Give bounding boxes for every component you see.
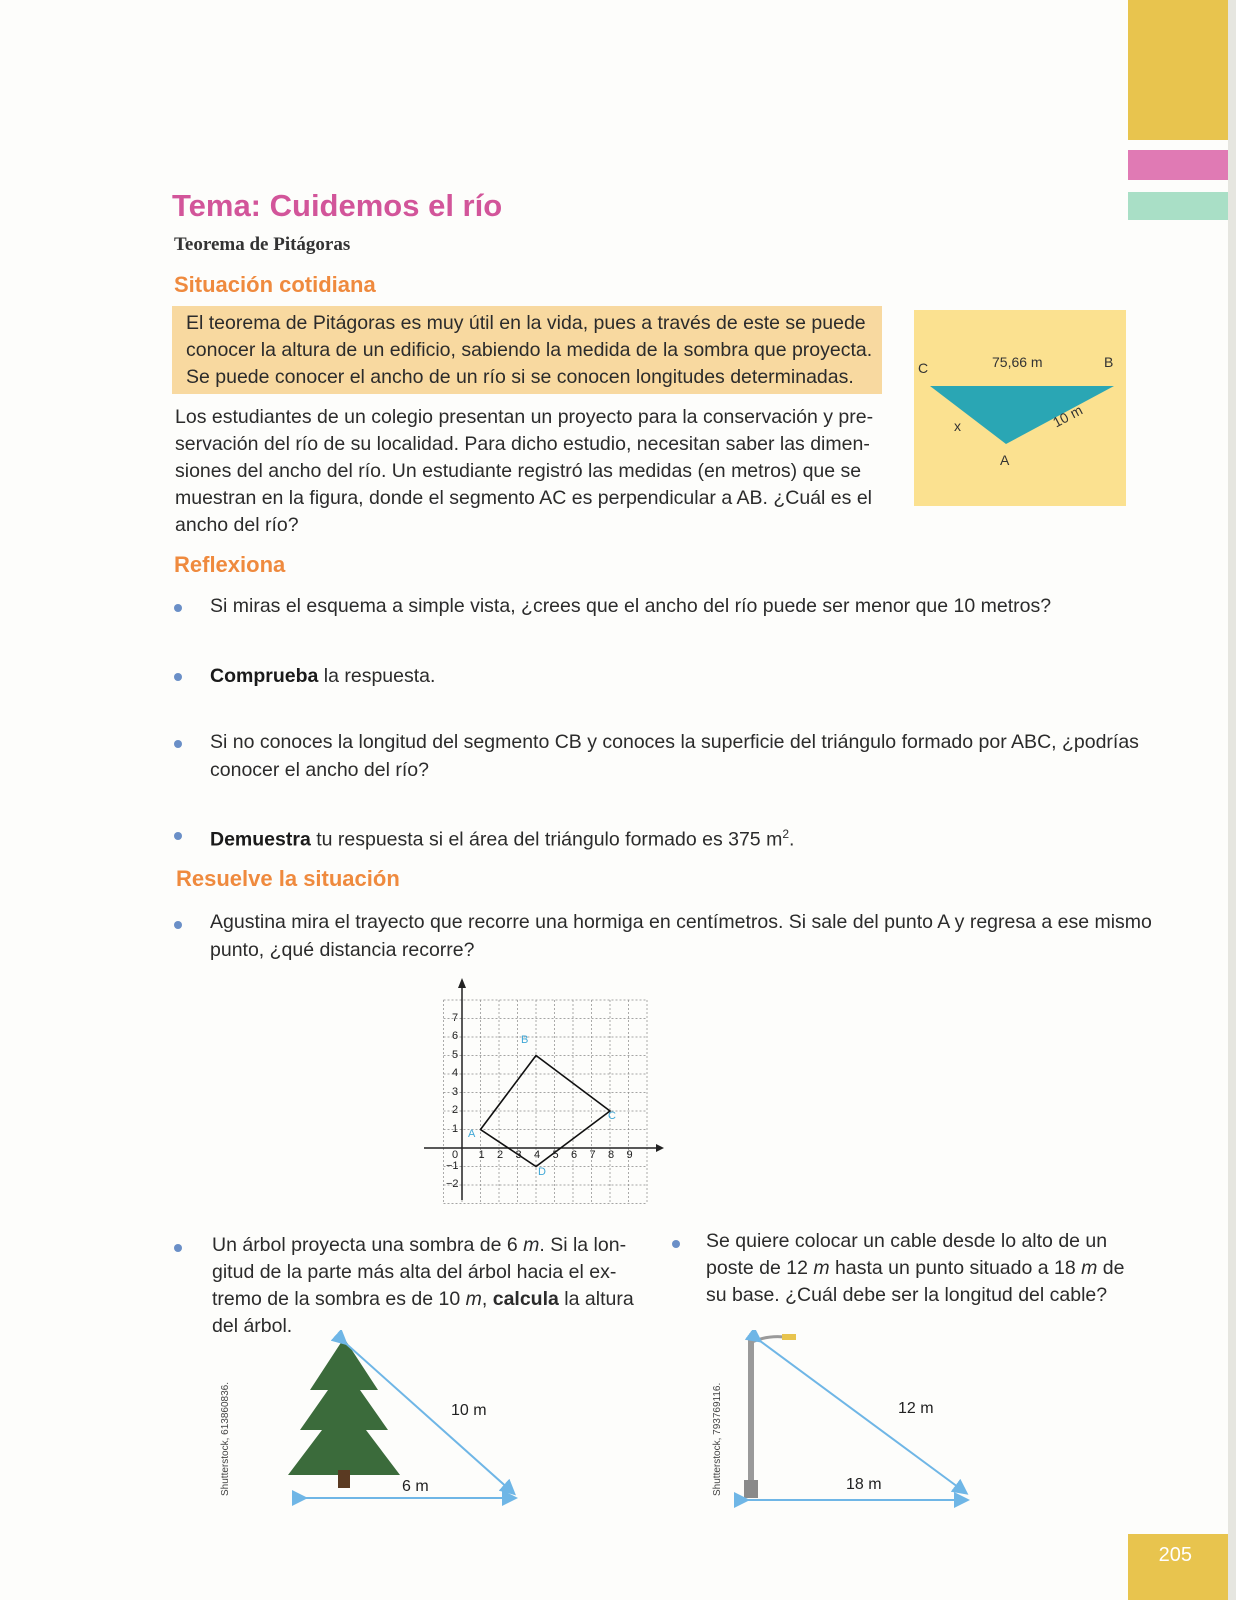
y-tick: 1 — [452, 1122, 459, 1135]
x-tick: 7 — [589, 1149, 596, 1161]
p1-line: Agustina mira el trayecto que recorre una hormiga en centímetros. Si sale del punto A y regresa a ese mismo — [210, 911, 1152, 933]
tree-base-label: 6 m — [402, 1478, 429, 1495]
y-tick: 5 — [452, 1048, 459, 1061]
label-b: B — [1104, 354, 1114, 370]
label-a: A — [1000, 452, 1010, 468]
highlight-text — [186, 310, 872, 391]
page-number: 205 — [1158, 1544, 1192, 1566]
q2-rest: la respuesta. — [318, 665, 436, 687]
tree-icon — [288, 1338, 400, 1488]
bullet-dot — [174, 1244, 182, 1252]
q4-bold: Demuestra — [210, 828, 311, 851]
reflexiona-q4 — [210, 820, 794, 854]
p2-line: gitud de la parte más alta del árbol hacia el ex- — [212, 1261, 617, 1283]
q4-sup: 2 — [782, 827, 789, 841]
tab-green — [1128, 192, 1228, 220]
x-tick: 6 — [571, 1149, 578, 1161]
x-tick: 1 — [478, 1149, 485, 1161]
x-tick: 4 — [534, 1149, 541, 1161]
body-line: siones del ancho del río. Un estudiante registró las medidas (en metros) que se — [175, 460, 862, 482]
reflexiona-q1: Si miras el esquema a simple vista, ¿crees que el ancho del río puede ser menor que 10 metros? — [210, 595, 1052, 617]
x-tick: 3 — [515, 1149, 522, 1161]
tree-credit: Shutterstock, 613860836. — [220, 1382, 231, 1496]
y-tick: 4 — [452, 1067, 459, 1079]
body-line: muestran en la figura, donde el segmento AC es perpendicular a AB. ¿Cuál es el — [175, 487, 872, 509]
point-b-label: B — [521, 1034, 529, 1046]
q4-rest: tu respuesta si el área del triángulo formado es 375 m — [310, 828, 783, 851]
y-tick: 7 — [452, 1011, 459, 1024]
bullet-dot — [174, 921, 182, 929]
street-light-icon — [744, 1334, 796, 1498]
bullet-dot — [174, 740, 182, 748]
page-title: Tema: Cuidemos el río — [172, 188, 503, 223]
tree-figure — [270, 1330, 530, 1510]
resuelve-p3 — [706, 1228, 1124, 1309]
resuelve-p2 — [212, 1232, 634, 1340]
y-axis-arrow — [458, 978, 466, 988]
point-a-label: A — [468, 1128, 476, 1140]
tab-yellow — [1128, 0, 1228, 140]
x-tick: 5 — [552, 1149, 559, 1161]
x-axis-arrow — [656, 1144, 664, 1152]
x-tick: 8 — [608, 1149, 615, 1161]
p3-line: poste de 12 m hasta un punto situado a 18 m de — [706, 1257, 1125, 1279]
p3-line: su base. ¿Cuál debe ser la longitud del cable? — [706, 1284, 1108, 1306]
highlight-line: Se puede conocer el ancho de un río si se conocen longitudes determinadas. — [186, 366, 854, 388]
q4-end: . — [789, 828, 795, 851]
y-tick: 3 — [452, 1085, 459, 1098]
point-d-label: D — [538, 1166, 546, 1178]
highlight-line: El teorema de Pitágoras es muy útil en la vida, pues a través de este se puede — [186, 312, 866, 334]
q3-line: conocer el ancho del río? — [210, 759, 429, 781]
label-c: C — [918, 360, 929, 376]
label-cb-length: 75,66 m — [992, 354, 1043, 370]
y-tick: −2 — [446, 1178, 459, 1190]
y-tick: 6 — [452, 1030, 459, 1042]
point-c-label: C — [608, 1110, 616, 1122]
pole-base-label: 18 m — [846, 1476, 882, 1493]
body-line: ancho del río? — [175, 514, 299, 536]
p3-line: Se quiere colocar un cable desde lo alto de un — [706, 1230, 1108, 1252]
resuelve-p1 — [210, 908, 1152, 964]
situacion-body — [175, 404, 873, 539]
page-spine — [1228, 0, 1236, 1600]
section-reflexiona-heading: Reflexiona — [174, 552, 286, 577]
river-triangle — [930, 386, 1114, 444]
reflexiona-q3 — [210, 728, 1139, 784]
q3-line: Si no conoces la longitud del segmento CB y conoces la superficie del triángulo formado por ABC, ¿podrías — [210, 731, 1139, 753]
x-tick: 9 — [626, 1149, 633, 1161]
tree-hyp-label: 10 m — [451, 1402, 487, 1419]
river-figure — [914, 310, 1126, 506]
section-situacion-heading: Situación cotidiana — [174, 272, 376, 297]
q2-bold: Comprueba — [210, 665, 319, 687]
pole-credit: Shutterstock, 793769116. — [712, 1382, 723, 1496]
reflexiona-q2 — [210, 662, 435, 690]
bullet-dot — [174, 673, 182, 681]
p2-line: del árbol. — [212, 1315, 293, 1337]
page-subtitle: Teorema de Pitágoras — [174, 234, 351, 255]
tab-pink — [1128, 150, 1228, 180]
body-line: servación del río de su localidad. Para dicho estudio, necesitan saber las dimen- — [175, 433, 870, 455]
bullet-dot — [672, 1240, 680, 1248]
x-tick: 2 — [497, 1149, 504, 1161]
p1-line: punto, ¿qué distancia recorre? — [210, 939, 475, 961]
bullet-dot — [174, 604, 182, 612]
x-tick: 0 — [452, 1149, 459, 1161]
y-tick: 2 — [452, 1104, 459, 1116]
body-line: Los estudiantes de un colegio presentan un proyecto para la conservación y pre- — [175, 406, 874, 428]
pole-hyp-label: 12 m — [898, 1400, 934, 1417]
y-tick: −1 — [446, 1159, 459, 1172]
label-ab-length: 10 m — [1050, 401, 1086, 431]
p2-line: tremo de la sombra es de 10 m, calcula la altura — [212, 1288, 634, 1310]
p2-line: Un árbol proyecta una sombra de 6 m. Si la lon- — [212, 1234, 627, 1256]
bullet-dot — [174, 832, 182, 840]
label-x: x — [954, 418, 961, 434]
river-triangle-svg — [914, 310, 1126, 506]
highlight-line: conocer la altura de un edificio, sabiendo la medida de la sombra que proyecta. — [186, 339, 873, 361]
section-resuelve-heading: Resuelve la situación — [176, 866, 400, 891]
